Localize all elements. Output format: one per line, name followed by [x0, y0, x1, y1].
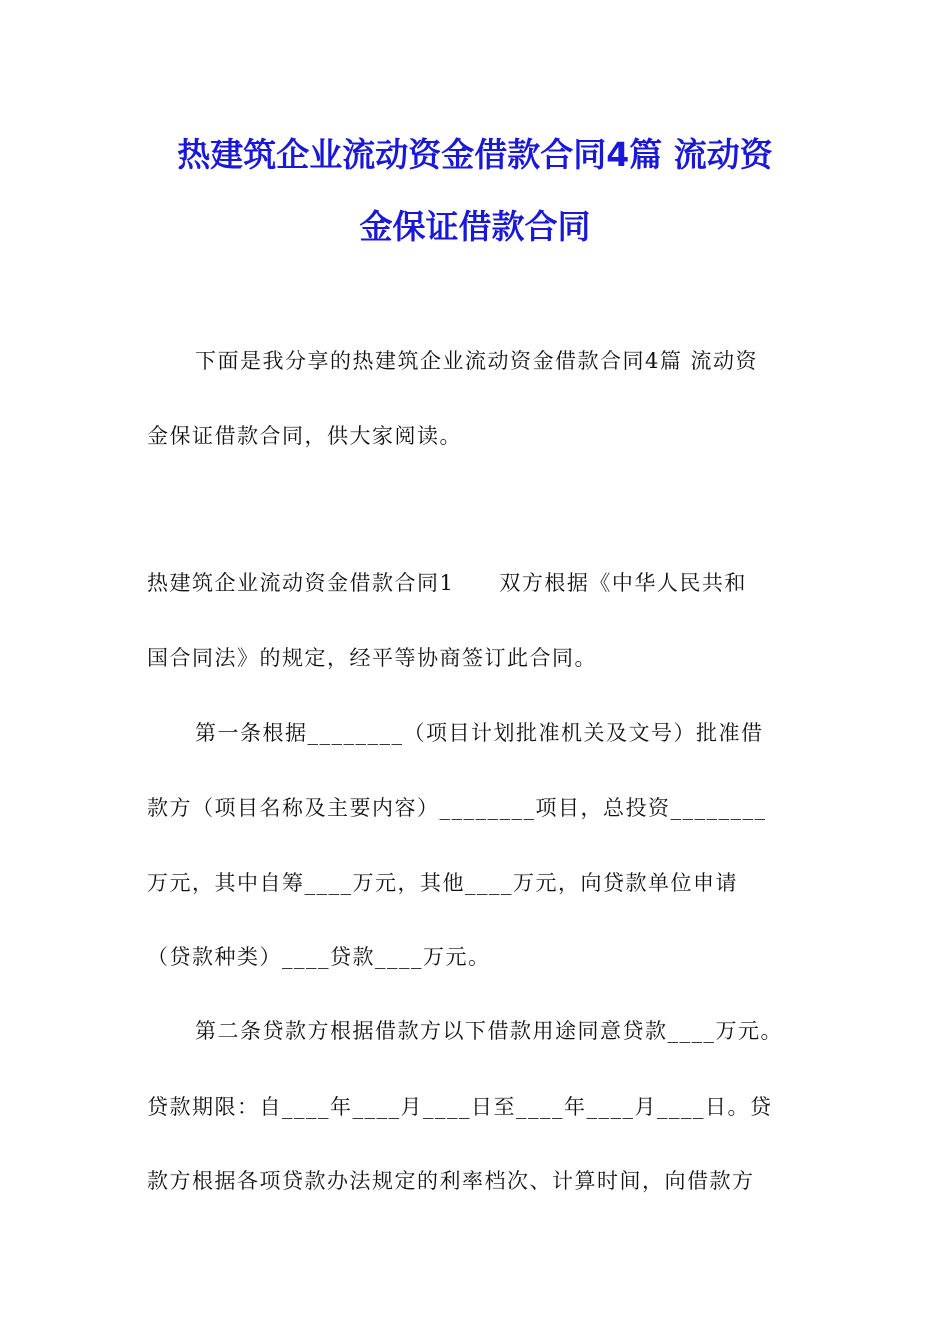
document-title-line-1: 热建筑企业流动资金借款合同4篇 流动资: [177, 135, 773, 174]
article-1-line-3: 万元，其中自筹____万元，其他____万元，向贷款单位申请: [147, 871, 738, 895]
article-2-line-3: 款方根据各项贷款办法规定的利率档次、计算时间，向借款方: [147, 1169, 755, 1193]
article-1-line-2: 款方（项目名称及主要内容）________项目，总投资________: [147, 796, 767, 820]
section-heading-line-1: 热建筑企业流动资金借款合同1 双方根据《中华人民共和: [147, 571, 747, 595]
intro-line-1: 下面是我分享的热建筑企业流动资金借款合同4篇 流动资: [195, 349, 759, 373]
section-heading-line-2: 国合同法》的规定，经平等协商签订此合同。: [147, 646, 597, 670]
article-1-line-4: （贷款种类）____贷款____万元。: [147, 945, 491, 969]
article-2-line-2: 贷款期限：自____年____月____日至____年____月____日。贷: [147, 1095, 773, 1119]
document-title-line-2: 金保证借款合同: [359, 207, 591, 246]
article-1-line-1: 第一条根据________（项目计划批准机关及文号）批准借: [195, 721, 764, 745]
intro-line-2: 金保证借款合同，供大家阅读。: [147, 424, 462, 448]
article-2-line-1: 第二条贷款方根据借款方以下借款用途同意贷款____万元。: [195, 1019, 783, 1043]
